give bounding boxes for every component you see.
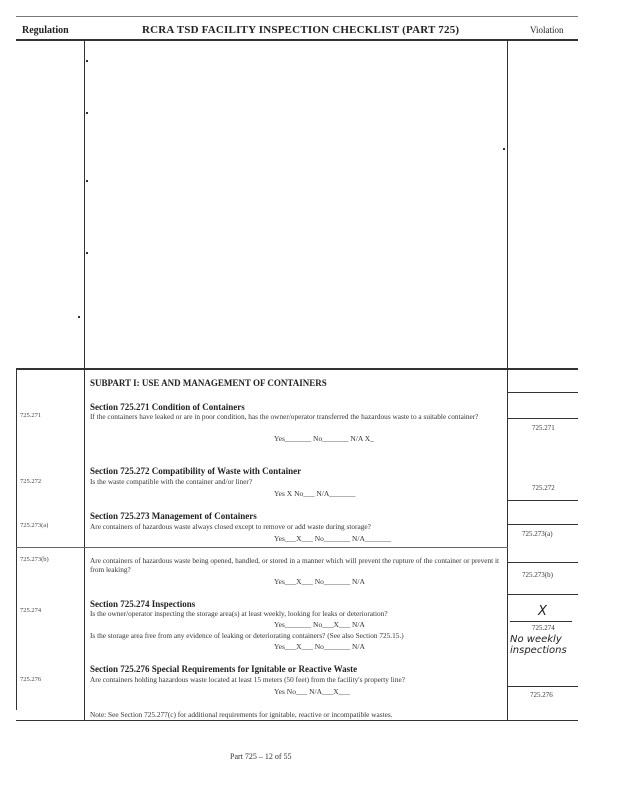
scan-speck [503,148,505,150]
regulation-column-header: Regulation [22,25,69,36]
violation-cell-rule [507,594,578,595]
handwritten-note: No weekly inspections [510,634,567,656]
violation-cell-rule [507,686,578,687]
question-text: If the containers have leaked or are in poor condition, has the owner/operator transferred the hazardous waste to a suitable container? [90,412,479,421]
question-text: Are containers of hazardous waste always closed except to remove or add waste during storage? [90,522,371,531]
violation-cell-rule [507,500,578,501]
answer-line: Yes_______ No___X___ N/A [274,620,365,629]
question-text: Are containers holding hazardous waste located at least 15 meters (50 feet) from the facility's property line? [90,675,405,684]
question-text: Is the waste compatible with the container and/or liner? [90,477,253,486]
handwritten-x-mark: X [538,604,547,619]
column-rule-right [507,40,508,720]
answer-line: Yes___X___ No_______ N/A_______ [274,534,392,543]
violation-cell: 725.276 [530,691,553,699]
table-bottom-rule [16,720,578,721]
scan-speck [86,180,88,182]
section-heading: Section 725.273 Management of Containers [90,511,257,521]
violation-cell-rule [507,418,578,419]
row-rule [16,547,508,548]
question-text: Are containers of hazardous waste being opened, handled, or stored in a manner which will prevent the rupture of the container or prevent it from leaking? [90,556,500,574]
violation-cell-rule [507,562,578,563]
answer-line: Yes___X___ No_______ N/A [274,577,365,586]
subpart-title: SUBPART I: USE AND MANAGEMENT OF CONTAINERS [90,378,327,388]
violation-cell-rule [507,524,578,525]
subpart-violation-rule [507,392,578,393]
header-bottom-rule [16,39,578,41]
regulation-cell: 725.272 [20,478,42,485]
footnote: Note: See Section 725.277(c) for additional requirements for ignitable, reactive or incompatible wastes. [90,710,393,719]
regulation-cell: 725.274 [20,607,42,614]
violation-cell-rule [510,621,572,622]
scan-speck [86,60,88,62]
violation-cell: 725.272 [532,484,555,492]
violation-column-header: Violation [530,25,564,35]
subpart-top-rule [16,368,578,370]
section-heading: Section 725.276 Special Requirements for Ignitable or Reactive Waste [90,664,358,674]
regulation-cell: 725.273(a) [20,522,49,529]
scan-speck [86,112,88,114]
answer-line: Yes_______ No_______ N/A X_ [274,434,374,443]
regulation-cell: 725.273(b) [20,556,49,563]
violation-cell: 725.273(b) [522,571,553,579]
page-title: RCRA TSD FACILITY INSPECTION CHECKLIST (PART 725) [142,24,460,36]
regulation-cell: 725.276 [20,676,42,683]
violation-cell: 725.273(a) [522,530,553,538]
answer-line-2: Yes___X___ No_______ N/A [274,642,365,651]
regulation-cell: 725.271 [20,412,42,419]
violation-cell: 725.271 [532,424,555,432]
scan-speck [78,316,80,318]
header-top-rule [16,16,578,17]
column-rule-left [84,40,85,720]
question-text: Is the owner/operator inspecting the storage area(s) at least weekly, looking for leaks or deterioration? [90,609,388,618]
page-number: Part 725 – 12 of 55 [230,752,292,761]
scan-speck [86,252,88,254]
violation-cell: 725.274 [532,624,555,632]
page-left-edge [16,370,17,710]
question-text-2: Is the storage area free from any evidence of leaking or deteriorating containers? (See also Section 725.15.) [90,631,404,640]
answer-line: Yes No___ N/A___X___ [274,687,350,696]
section-heading: Section 725.274 Inspections [90,599,196,609]
section-heading: Section 725.272 Compatibility of Waste with Container [90,466,302,476]
section-heading: Section 725.271 Condition of Containers [90,402,245,412]
answer-line: Yes X No___ N/A_______ [274,489,356,498]
